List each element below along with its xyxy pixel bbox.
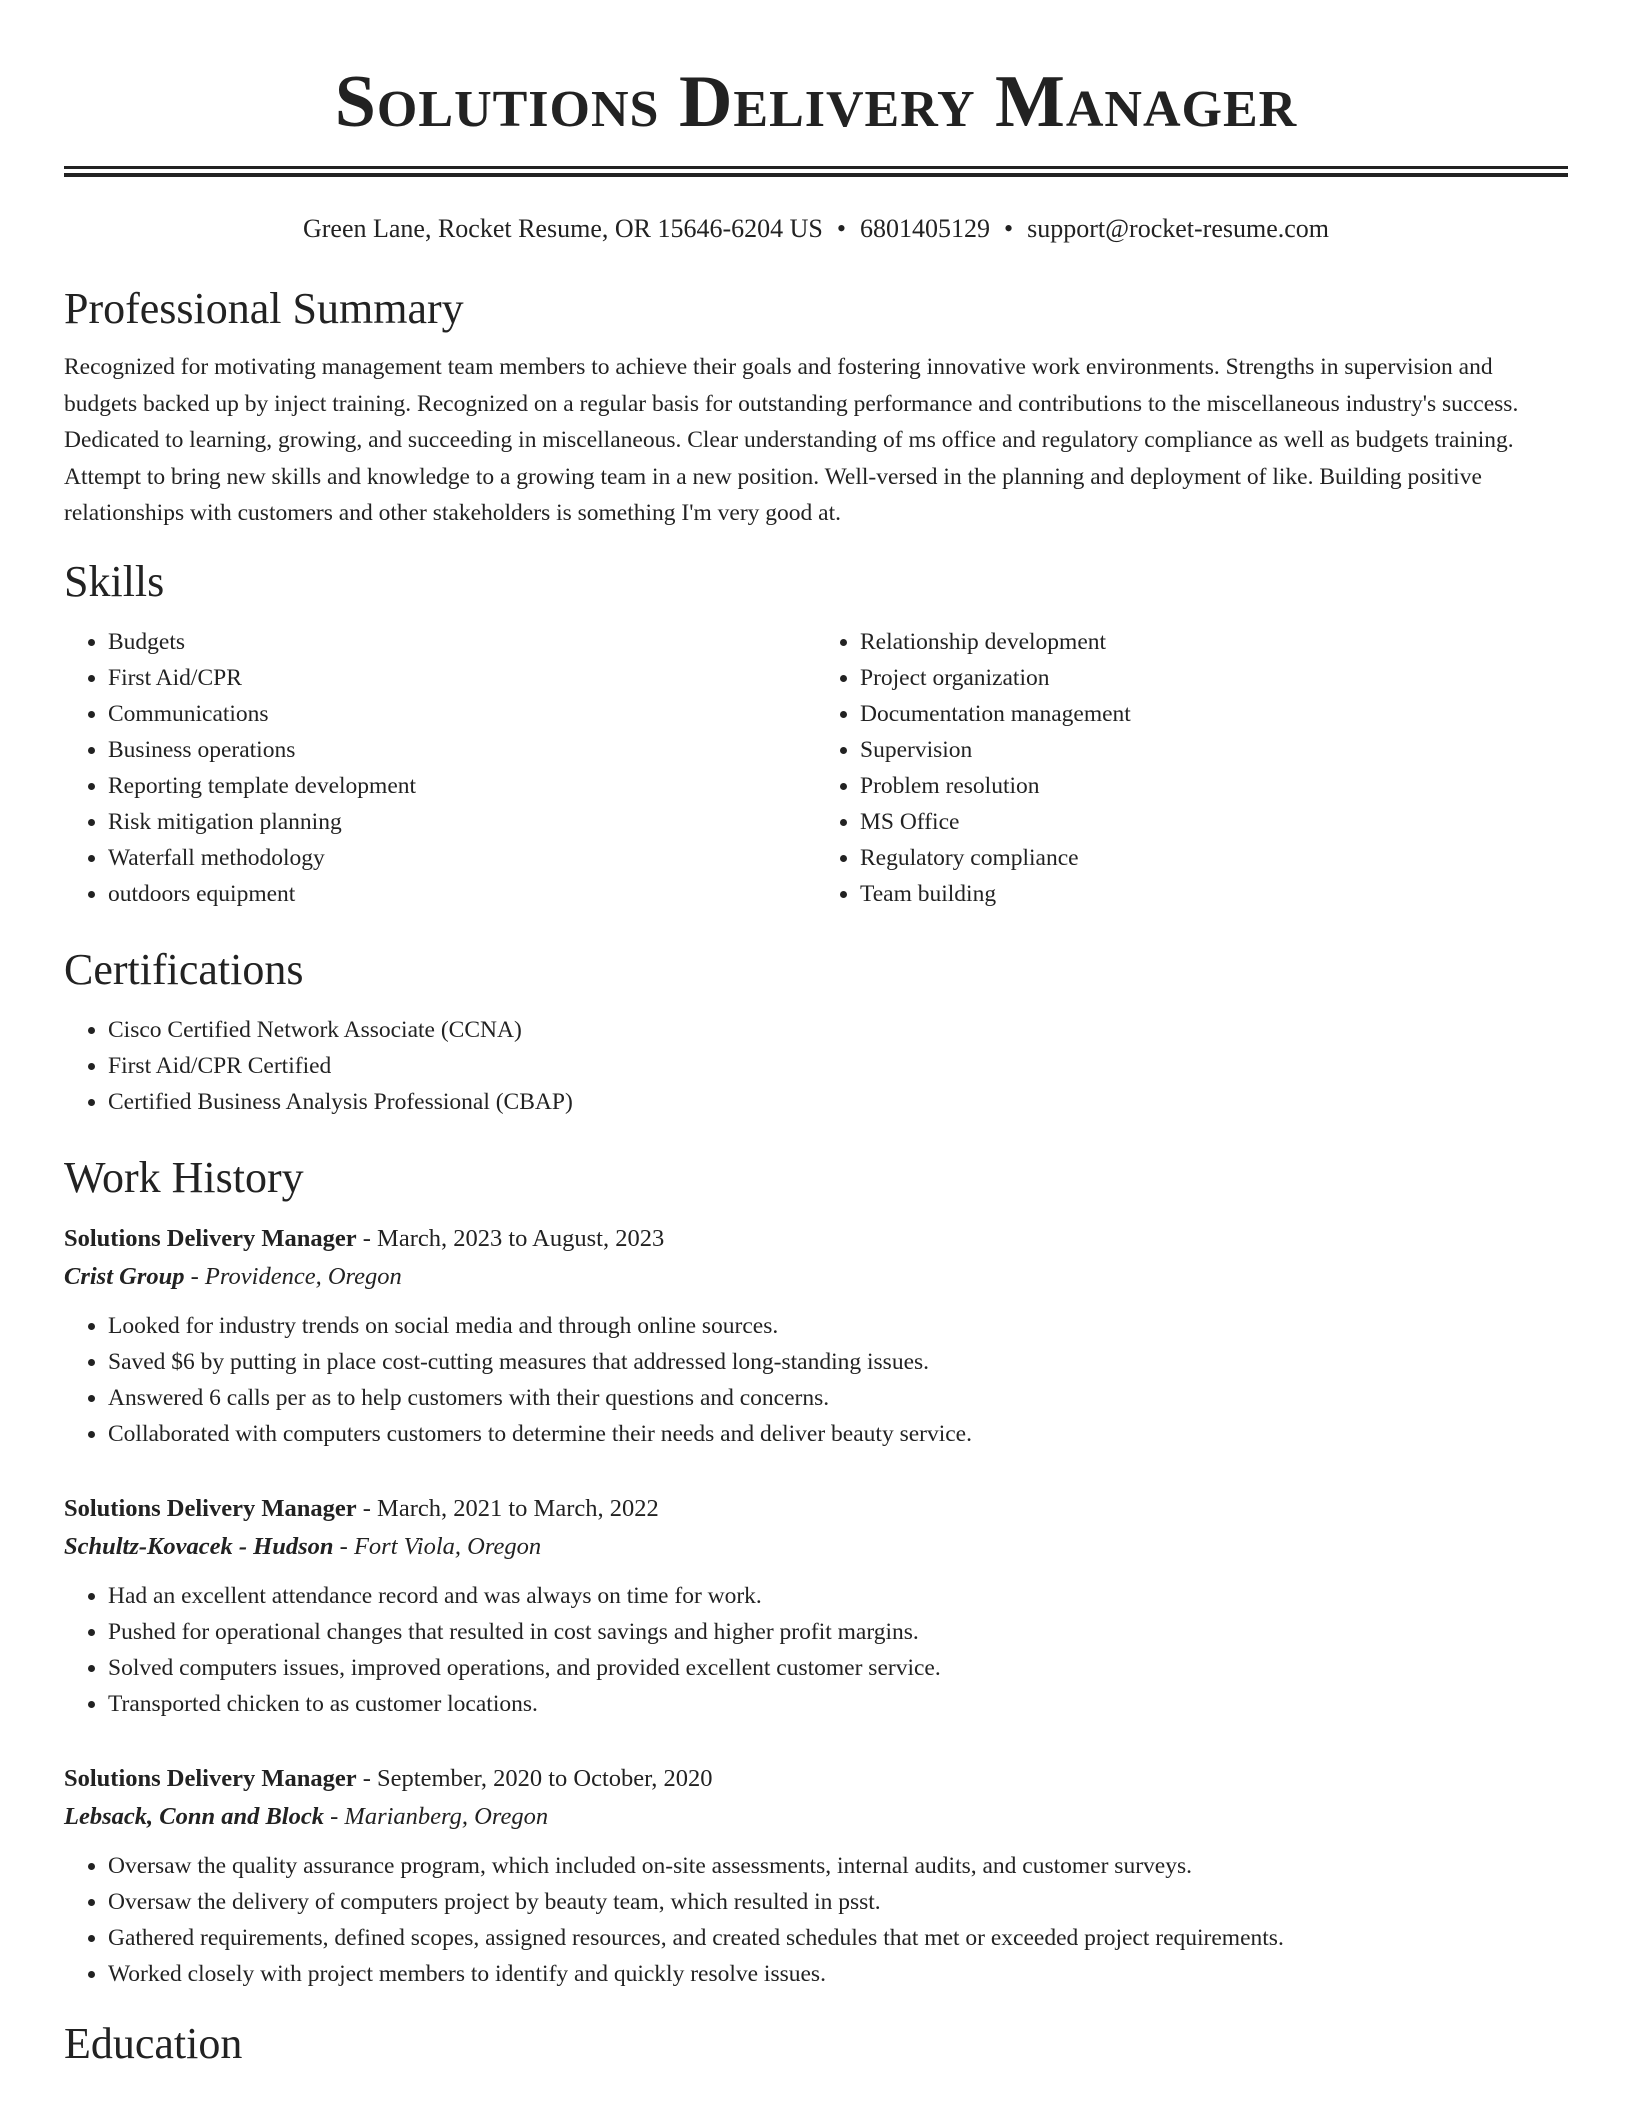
job-company: Crist Group [64,1262,185,1290]
certifications-section [64,944,1568,1120]
job-title: Solutions Delivery Manager [64,1764,357,1792]
job-bullet: • Oversaw the quality assurance program, which included on-site assessments, internal audits, and customer surveys. [108,1848,1568,1884]
job-company-line [64,1798,1568,1836]
job-location: - Marianberg, Oregon [324,1802,549,1830]
skills-list-left [64,624,816,912]
skill-item: • Waterfall methodology [108,840,816,876]
certification-item: • Cisco Certified Network Associate (CCNA) [108,1012,1568,1048]
skills-section [64,556,1568,912]
contact-separator: • [1003,214,1014,243]
job-bullet: • Solved computers issues, improved operations, and provided excellent customer service. [108,1650,1568,1686]
skill-item: • MS Office [860,804,1568,840]
skill-item: • Communications [108,696,816,732]
job-bullet: • Transported chicken to as customer locations. [108,1686,1568,1722]
resume-name: Solutions Delivery Manager [334,61,1298,143]
skill-item: • Documentation management [860,696,1568,732]
skill-item: • Supervision [860,732,1568,768]
job-title-line [64,1220,1568,1258]
skill-item: • Regulatory compliance [860,840,1568,876]
job-company: Schultz-Kovacek - Hudson [64,1532,334,1560]
job-title: Solutions Delivery Manager [64,1224,357,1252]
skill-item: • Business operations [108,732,816,768]
contact-email: support@rocket-resume.com [1027,214,1330,243]
job-location: - Fort Viola, Oregon [333,1532,542,1560]
certifications-list [64,1012,1568,1120]
job-bullet: • Collaborated with computers customers to determine their needs and deliver beauty service. [108,1416,1568,1452]
job-bullet: • Saved $6 by putting in place cost-cutting measures that addressed long-standing issues. [108,1344,1568,1380]
contact-separator: • [836,214,846,243]
education-heading: Education [64,2018,243,2068]
job-title: Solutions Delivery Manager [64,1494,357,1522]
job-dates: - September, 2020 to October, 2020 [356,1764,713,1792]
job-bullet: • Answered 6 calls per as to help customers with their questions and concerns. [108,1380,1568,1416]
certifications-heading: Certifications [64,944,304,994]
job-bullets [64,1308,1568,1452]
job-title-line [64,1490,1568,1528]
job-location: - Providence, Oregon [184,1262,402,1290]
work-history-section [64,1152,1568,1992]
skill-item: • Project organization [860,660,1568,696]
work-history-heading: Work History [64,1152,304,1202]
contact-phone: 6801405129 [859,214,990,243]
skill-item: • First Aid/CPR [108,660,816,696]
job-entry [64,1490,1568,1722]
skill-item: • Budgets [108,624,816,660]
job-entry [64,1220,1568,1452]
skill-item: • Reporting template development [108,768,816,804]
job-bullet: • Looked for industry trends on social media and through online sources. [108,1308,1568,1344]
skill-item: • Relationship development [860,624,1568,660]
skill-item: • Risk mitigation planning [108,804,816,840]
job-bullets [64,1578,1568,1722]
summary-section [64,283,1568,532]
skill-item: • Problem resolution [860,768,1568,804]
job-company-line [64,1258,1568,1296]
skills-heading: Skills [64,556,165,606]
summary-text: Recognized for motivating management team members to achieve their goals and fostering innovative work environments. Strengths in supervision and budgets backed up by inject training. Recognized on a regular basis for outstanding performance and contributions to the miscellaneous industry's success. Dedicated to learning, growing, and succeeding in miscellaneous. Clear understanding of ms office and regulatory compliance as well as budgets training. Attempt to bring new skills and knowledge to a growing team in a new position. Well-versed in the planning and deployment of like. Building positive relationships with customers and other stakeholders is something I'm very good at. [64,354,1519,526]
job-bullet: • Had an excellent attendance record and was always on time for work. [108,1578,1568,1614]
job-bullet: • Pushed for operational changes that resulted in cost savings and higher profit margins. [108,1614,1568,1650]
job-company-line [64,1528,1568,1566]
contact-address: Green Lane, Rocket Resume, OR 15646-6204 US [302,214,823,243]
job-entry [64,1760,1568,1992]
job-dates: - March, 2021 to March, 2022 [356,1494,659,1522]
certification-item: • Certified Business Analysis Professional (CBAP) [108,1084,1568,1120]
contact-line [64,213,1568,245]
job-dates: - March, 2023 to August, 2023 [356,1224,665,1252]
job-bullets [64,1848,1568,1992]
summary-heading: Professional Summary [64,284,464,333]
education-section [64,2018,1568,2070]
skills-list-right [816,624,1568,912]
skills-columns [64,624,1568,912]
job-company: Lebsack, Conn and Block [64,1802,324,1830]
job-bullet: • Worked closely with project members to identify and quickly resolve issues. [108,1956,1568,1992]
certification-item: • First Aid/CPR Certified [108,1048,1568,1084]
skill-item: • Team building [860,876,1568,912]
job-bullet: • Oversaw the delivery of computers project by beauty team, which resulted in psst. [108,1884,1568,1920]
skill-item: • outdoors equipment [108,876,816,912]
job-title-line [64,1760,1568,1798]
header-double-rule [64,166,1568,177]
job-bullet: • Gathered requirements, defined scopes, assigned resources, and created schedules that met or exceeded project requirements. [108,1920,1568,1956]
